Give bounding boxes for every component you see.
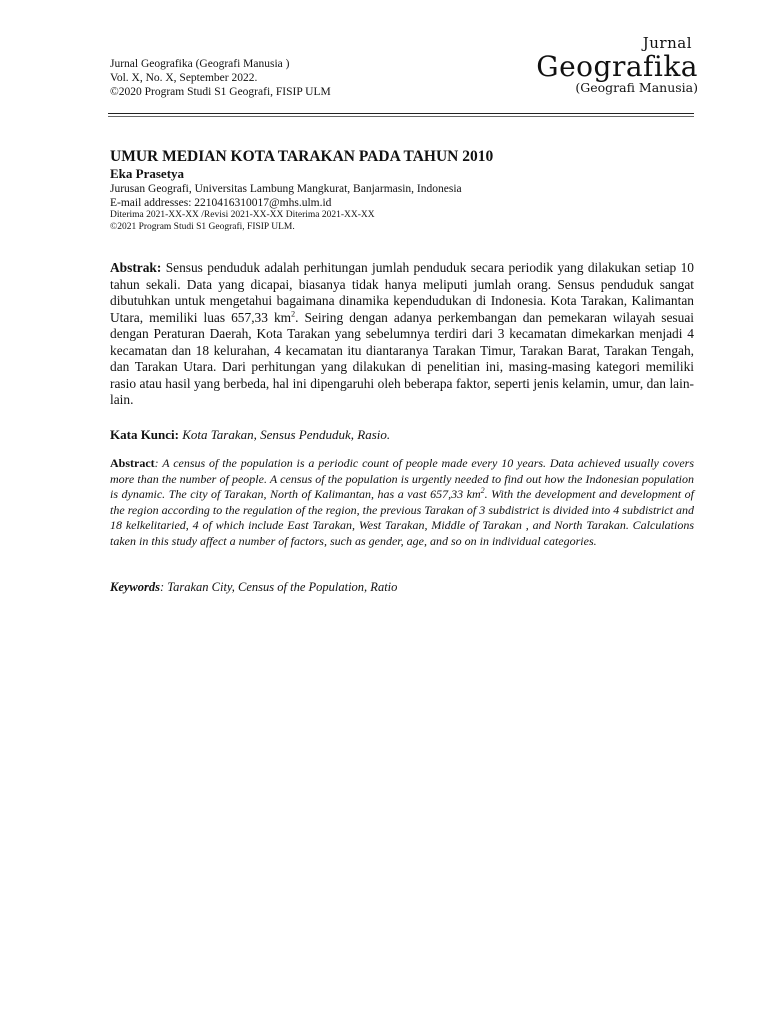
- author-affiliation-block: [110, 183, 462, 233]
- paper-copyright: ©2021 Program Studi S1 Geografi, FISIP ULM.: [110, 221, 295, 232]
- abstract-english: [110, 456, 694, 549]
- abstrak-label: Abstrak:: [110, 260, 162, 275]
- abstrak-text-part2: . Seiring dengan adanya perkembangan dan pemekaran wilayah sesuai dengan Peraturan Daerah, Kota Tarakan yang sebelumnya terdiri dari 3 kecamatan dimekarkan menjadi 4 kecamatan dan 18 kelurahan, 4 kecamatan itu diantaranya Tarakan Timur, Tarakan Barat, Tarakan Tengah, dan Tarakan Utara. Dari perhitungan yang dilakukan di penelitian ini, masing-masing kategori memiliki rasio atau hasil yang berbeda, hal ini dipengaruhi oleh beberapa faktor, seperti jenis kelamin, umur, dan lain-lain.: [110, 309, 694, 407]
- abstract-superscript: 2: [480, 486, 485, 495]
- journal-name: Jurnal Geografika (Geografi Manusia ): [110, 58, 290, 70]
- logo-jurnal-text: Jurnal: [642, 34, 692, 52]
- keywords-label: Keywords: [110, 580, 160, 594]
- abstrak-superscript: 2: [291, 309, 296, 319]
- email-address: E-mail addresses: 2210416310017@mhs.ulm.id: [110, 196, 332, 209]
- journal-logo: [536, 34, 698, 95]
- kata-kunci-text: Kota Tarakan, Sensus Penduduk, Rasio.: [178, 427, 391, 442]
- abstrak-indonesian: [110, 260, 694, 409]
- abstrak-text-part1: Sensus penduduk adalah perhitungan jumlah penduduk secara periodik yang dilakukan setiap 10 tahun sekali. Data yang dicapai, biasanya tidak hanya meliputi jumlah orang. Sensus penduduk sangat dibutuhkan untuk mengetahui bagaimana dinamika kependudukan di Indonesia. Kota Tarakan, Kalimantan Utara, memiliki luas 657,33 km: [110, 260, 694, 325]
- abstract-label: Abstract: [110, 456, 155, 470]
- header-divider: [108, 113, 694, 114]
- logo-geografika-text: Geografika: [536, 50, 698, 83]
- paper-author: Eka Prasetya: [110, 166, 185, 181]
- keywords-english: [110, 580, 397, 595]
- paper-title: UMUR MEDIAN KOTA TARAKAN PADA TAHUN 2010: [110, 148, 494, 165]
- kata-kunci-label: Kata Kunci:: [110, 427, 179, 442]
- journal-header-info: [110, 57, 331, 99]
- affiliation: Jurusan Geografi, Universitas Lambung Mangkurat, Banjarmasin, Indonesia: [110, 183, 462, 195]
- kata-kunci: [110, 427, 390, 443]
- abstract-text-part2: . With the development and development of the region according to the regulation of the region, the previous Tarakan of 3 subdistrict is divided into 4 subdistrict and 18 kelkelitaried, 4 of which include East Tarakan, West Tarakan, Middle of Tarakan , and North Tarakan. Calculations taken in this study affect a number of factors, such as gender, age, and so on in individual categories.: [110, 487, 694, 548]
- header-divider-thin: [108, 116, 694, 117]
- journal-copyright: ©2020 Program Studi S1 Geografi, FISIP ULM: [110, 86, 331, 98]
- submission-dates: Diterima 2021-XX-XX /Revisi 2021-XX-XX Diterima 2021-XX-XX: [110, 210, 375, 220]
- journal-volume: Vol. X, No. X, September 2022.: [110, 72, 258, 84]
- logo-subtitle-text: (Geografi Manusia): [575, 80, 698, 95]
- abstract-text-part1: : A census of the population is a periodic count of people made every 10 years. Data achieved usually covers more than the number of people. A census of the population is urgently needed to find out how the Indonesian population is dynamic. The city of Tarakan, North of Kalimantan, has a vast 657,33 km: [110, 456, 694, 501]
- keywords-text: : Tarakan City, Census of the Population, Ratio: [160, 580, 398, 594]
